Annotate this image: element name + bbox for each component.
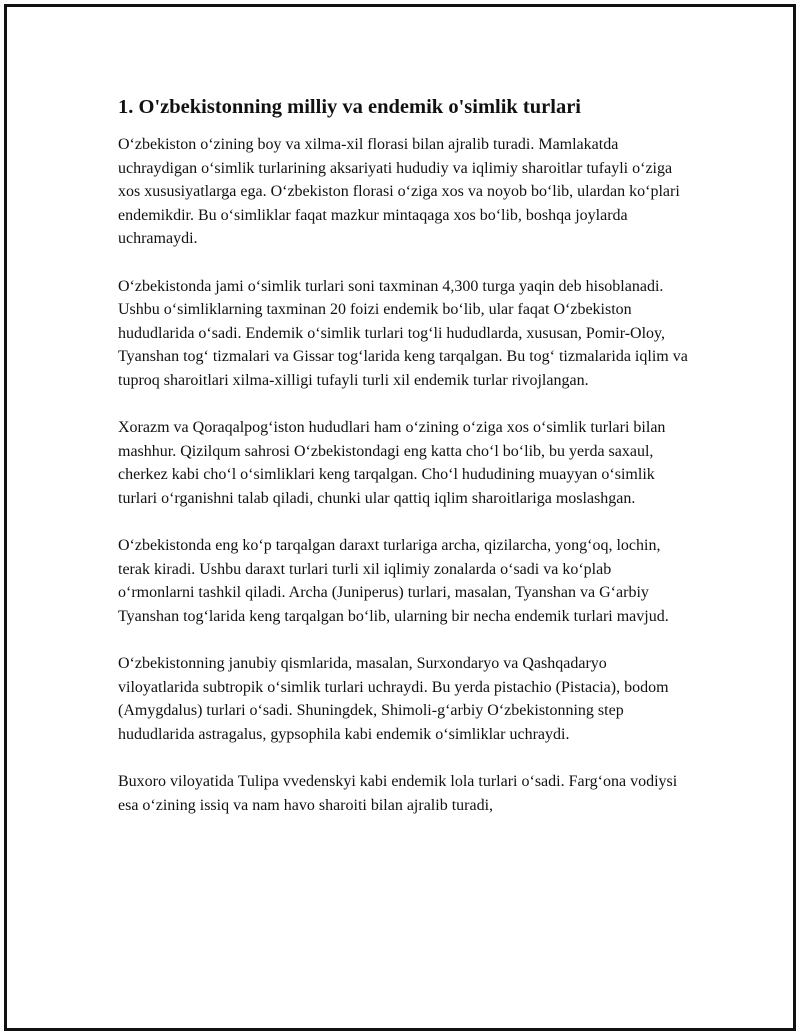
paragraph-6: Buxoro viloyatida Tulipa vvedenskyi kabi endemik lola turlari o‘sadi. Farg‘ona vodiysi esa o‘zining issiq va nam havo sharoiti bilan ajralib turadi, — [118, 773, 678, 814]
paragraph-2: O‘zbekistonda jami o‘simlik turlari soni taxminan 4,300 turga yaqin deb hisoblanadi. Ushbu o‘simliklarning taxminan 20 foizi endemik bo‘lib, ular faqat O‘zbekiston hududlarida o‘sadi. Endemik o‘simlik turlari tog‘li hududlarda, xususan, Pomir-Oloy, Tyanshan tog‘ tizmalari va Gissar tog‘larida keng tarqalgan. Bu tog‘ tizmalarida iqlim va tuproq sharoitlari xilma-xilligi tufayli turli xil endemik turlar rivojlangan. — [118, 277, 688, 389]
paragraph-3: Xorazm va Qoraqalpog‘iston hududlari ham o‘zining o‘ziga xos o‘simlik turlari bilan mashhur. Qizilqum sahrosi O‘zbekistondagi eng katta cho‘l bo‘lib, bu yerda saxaul, cherkez kabi cho‘l o‘simliklari keng tarqalgan. Cho‘l hududining muayyan o‘simlik turlari o‘rganishni talab qiladi, chunki ular qattiq iqlim sharoitlariga moslashgan. — [118, 419, 666, 507]
paragraph-5: O‘zbekistonning janubiy qismlarida, masalan, Surxondaryo va Qashqadaryo viloyatlarida subtropik o‘simlik turlari uchraydi. Bu yerda pistachio (Pistacia), bodom (Amygdalus) turlari o‘sadi. Shuningdek, Shimoli-g‘arbiy O‘zbekistonning step hududlarida astragalus, gypsophila kabi endemik o‘simliklar uchraydi. — [118, 655, 669, 743]
section-title: 1. O'zbekistonning milliy va endemik o'simlik turlari — [118, 96, 582, 118]
document-body — [118, 93, 688, 841]
paragraph-4: O‘zbekistonda eng ko‘p tarqalgan daraxt turlariga archa, qizilarcha, yong‘oq, lochin, terak kiradi. Ushbu daraxt turlari turli xil iqlimiy zonalarda o‘sadi va ko‘plab o‘rmonlarni tashkil qiladi. Archa (Juniperus) turlari, masalan, Tyanshan va G‘arbiy Tyanshan tog‘larida keng tarqalgan bo‘lib, ularning bir necha endemik turlari mavjud. — [118, 537, 669, 625]
paragraph-1: O‘zbekiston o‘zining boy va xilma-xil florasi bilan ajralib turadi. Mamlakatda uchraydigan o‘simlik turlarining aksariyati hududiy va iqlimiy sharoitlar tufayli o‘ziga xos xususiyatlarga ega. O‘zbekiston florasi o‘ziga xos va noyob bo‘lib, ulardan ko‘plari endemikdir. Bu o‘simliklar faqat mazkur mintaqaga xos bo‘lib, boshqa joylarda uchramaydi. — [118, 136, 680, 247]
